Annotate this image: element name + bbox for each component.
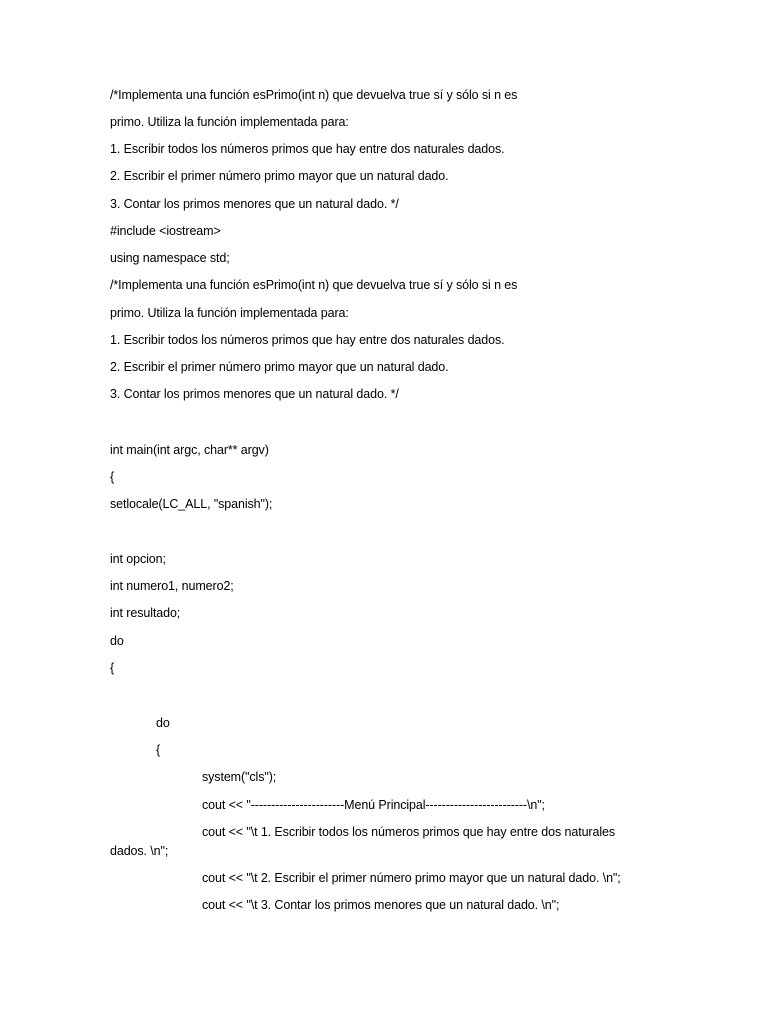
comment-line: 2. Escribir el primer número primo mayor que un natural dado.: [110, 169, 449, 183]
code-line: #include <iostream>: [110, 224, 221, 238]
code-line: dados. \n";: [110, 844, 169, 858]
code-line: {: [110, 470, 115, 484]
comment-line: primo. Utiliza la función implementada para:: [110, 115, 349, 129]
code-line: do: [110, 634, 124, 648]
code-line: int resultado;: [110, 606, 181, 620]
code-line: cout << "\t 3. Contar los primos menores que un natural dado. \n";: [202, 898, 560, 912]
code-line: do: [156, 716, 170, 730]
code-line: setlocale(LC_ALL, "spanish");: [110, 497, 273, 511]
comment-line: /*Implementa una función esPrimo(int n) que devuelva true sí y sólo si n es: [110, 278, 518, 292]
comment-line: primo. Utiliza la función implementada para:: [110, 306, 349, 320]
comment-line: 1. Escribir todos los números primos que hay entre dos naturales dados.: [110, 333, 505, 347]
code-line: cout << "\t 1. Escribir todos los números primos que hay entre dos naturales: [202, 825, 616, 839]
code-line: {: [110, 661, 115, 675]
code-line: int opcion;: [110, 552, 166, 566]
code-line: int numero1, numero2;: [110, 579, 234, 593]
code-line: system("cls");: [202, 770, 277, 784]
comment-line: 2. Escribir el primer número primo mayor que un natural dado.: [110, 360, 449, 374]
code-line: {: [156, 743, 161, 757]
comment-line: 1. Escribir todos los números primos que hay entre dos naturales dados.: [110, 142, 505, 156]
comment-line: /*Implementa una función esPrimo(int n) que devuelva true sí y sólo si n es: [110, 88, 518, 102]
code-line: cout << "\t 2. Escribir el primer número primo mayor que un natural dado. \n";: [202, 871, 621, 885]
code-line: using namespace std;: [110, 251, 230, 265]
code-line: int main(int argc, char** argv): [110, 443, 269, 457]
code-line: cout << "-----------------------Menú Principal-------------------------\n";: [202, 798, 545, 812]
comment-line: 3. Contar los primos menores que un natural dado. */: [110, 387, 399, 401]
comment-line: 3. Contar los primos menores que un natural dado. */: [110, 197, 399, 211]
